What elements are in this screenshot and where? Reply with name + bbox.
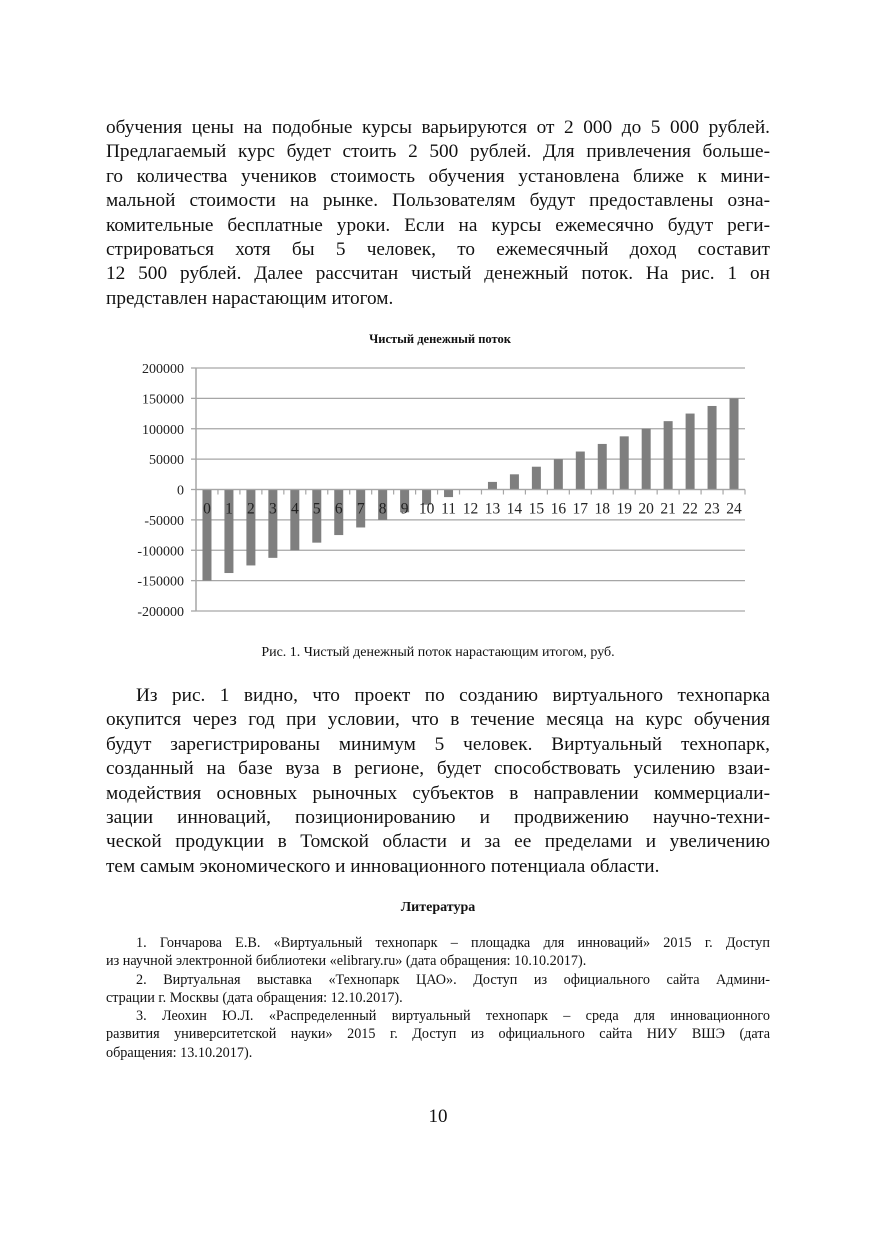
reference-list — [106, 934, 770, 1062]
x-tick-label: 2 — [247, 500, 255, 518]
text-line: ческой продукции в Томской области и за ее пределами и увеличению — [106, 831, 770, 853]
x-tick-label: 17 — [572, 500, 589, 518]
reference-item — [106, 1007, 770, 1062]
x-tick-label: 8 — [378, 500, 387, 518]
bar — [598, 444, 607, 490]
x-tick-label: 22 — [682, 500, 698, 518]
text-line: стрироваться хотя бы 5 человек, то ежемесячный доход составит — [106, 239, 770, 261]
text-line: обучения цены на подобные курсы варьируются от 2 000 до 5 000 рублей. — [106, 117, 770, 138]
x-tick-label: 16 — [550, 500, 567, 518]
text-line: зации инноваций, позиционированию и продвижению научно-техни- — [106, 807, 770, 829]
bar — [554, 459, 563, 489]
bar — [444, 490, 453, 498]
bar — [664, 421, 673, 489]
y-tick-label: 0 — [177, 483, 184, 499]
y-axis-ticks — [137, 362, 184, 620]
y-tick-label: -50000 — [144, 513, 184, 529]
bar — [730, 398, 739, 489]
text-line: окупится через год при условии, что в течение месяца на курс обучения — [106, 709, 770, 731]
y-tick-label: 200000 — [142, 362, 184, 377]
reference-line: 2. Виртуальная выставка «Технопарк ЦАО». Доступ из официального сайта Админи- — [136, 971, 770, 988]
x-tick-label: 21 — [660, 500, 676, 518]
text-line: мальной стоимости на рынке. Пользователям будут предоставлены озна- — [106, 190, 770, 212]
x-tick-label: 10 — [418, 500, 435, 518]
x-tick-label: 19 — [616, 500, 632, 518]
x-tick-label: 14 — [506, 500, 523, 518]
reference-line: страции г. Москвы (дата обращения: 12.10.2017). — [106, 989, 403, 1006]
reference-item — [106, 934, 770, 971]
x-tick-label: 11 — [441, 500, 457, 518]
text-line: тем самым экономического и инновационного потенциала области. — [106, 855, 660, 877]
page-number: 10 — [428, 1106, 448, 1127]
x-tick-label: 4 — [290, 500, 299, 518]
x-tick-label: 6 — [334, 500, 343, 518]
reference-line: 3. Леохин Ю.Л. «Распределенный виртуальный технопарк – среда для инновационного — [136, 1008, 770, 1025]
text-line: го количества учеников стоимость обучения установлена ближе к мини- — [106, 165, 770, 187]
y-tick-label: 100000 — [142, 422, 184, 438]
y-tick-label: 50000 — [149, 453, 184, 469]
figure-caption: Рис. 1. Чистый денежный поток нарастающим итогом, руб. — [261, 645, 615, 660]
x-tick-label: 9 — [400, 500, 409, 518]
bar — [708, 406, 717, 490]
y-tick-label: -150000 — [137, 574, 184, 590]
reference-item — [106, 971, 770, 1008]
reference-line: из научной электронной библиотеки «elibrary.ru» (дата обращения: 10.10.2017). — [106, 953, 587, 970]
x-tick-label: 18 — [594, 500, 611, 518]
x-tick-label: 23 — [704, 500, 720, 518]
bar — [290, 490, 299, 551]
text-line: созданный на базе вуза в регионе, будет способствовать усилению взаи- — [106, 758, 770, 780]
x-tick-label: 0 — [203, 500, 211, 518]
text-line: модействия основных рыночных субъектов в направлении коммерциали- — [106, 782, 770, 804]
reference-line: обращения: 13.10.2017). — [106, 1044, 253, 1061]
text-line: представлен нарастающим итогом. — [106, 287, 394, 309]
chart-title: Чистый денежный поток — [369, 332, 511, 346]
reference-line: развития университетской науки» 2015 г. Доступ из официального сайта НИУ ВШЭ (дата — [106, 1026, 770, 1043]
y-tick-label: -200000 — [137, 605, 184, 620]
x-tick-label: 24 — [726, 500, 742, 518]
bar — [620, 436, 629, 489]
x-tick-label: 7 — [356, 500, 365, 518]
reference-line: 1. Гончарова Е.В. «Виртуальный технопарк – площадка для инноваций» 2015 г. Доступ — [136, 935, 770, 951]
x-tick-label: 13 — [484, 500, 501, 518]
text-line: Из рис. 1 видно, что проект по созданию виртуального технопарка — [136, 685, 770, 706]
y-tick-label: -100000 — [137, 544, 184, 560]
x-tick-label: 20 — [638, 500, 654, 518]
paragraph-1 — [106, 116, 770, 311]
bar — [488, 482, 497, 490]
net-cash-flow-chart — [110, 325, 770, 625]
x-tick-label: 15 — [528, 500, 545, 518]
text-line: Предлагаемый курс будет стоить 2 500 рублей. Для привлечения больше- — [106, 141, 770, 163]
x-tick-label: 12 — [462, 500, 479, 518]
bar — [510, 474, 519, 489]
y-tick-label: 150000 — [142, 392, 184, 408]
bar — [686, 414, 695, 490]
bar — [576, 452, 585, 490]
paragraph-2 — [106, 684, 770, 879]
x-axis-ticks — [196, 490, 745, 518]
x-tick-label: 3 — [268, 500, 277, 518]
text-line: 12 500 рублей. Далее рассчитан чистый денежный поток. На рис. 1 он — [106, 263, 770, 285]
text-line: комительные бесплатные уроки. Если на курсы ежемесячно будут реги- — [106, 214, 770, 236]
bar — [642, 429, 651, 490]
bar — [532, 467, 541, 490]
x-tick-label: 5 — [312, 500, 321, 518]
x-tick-label: 1 — [225, 500, 233, 518]
literature-heading: Литература — [400, 900, 476, 915]
text-line: будут зарегистрированы минимум 5 человек. Виртуальный технопарк, — [106, 733, 770, 755]
